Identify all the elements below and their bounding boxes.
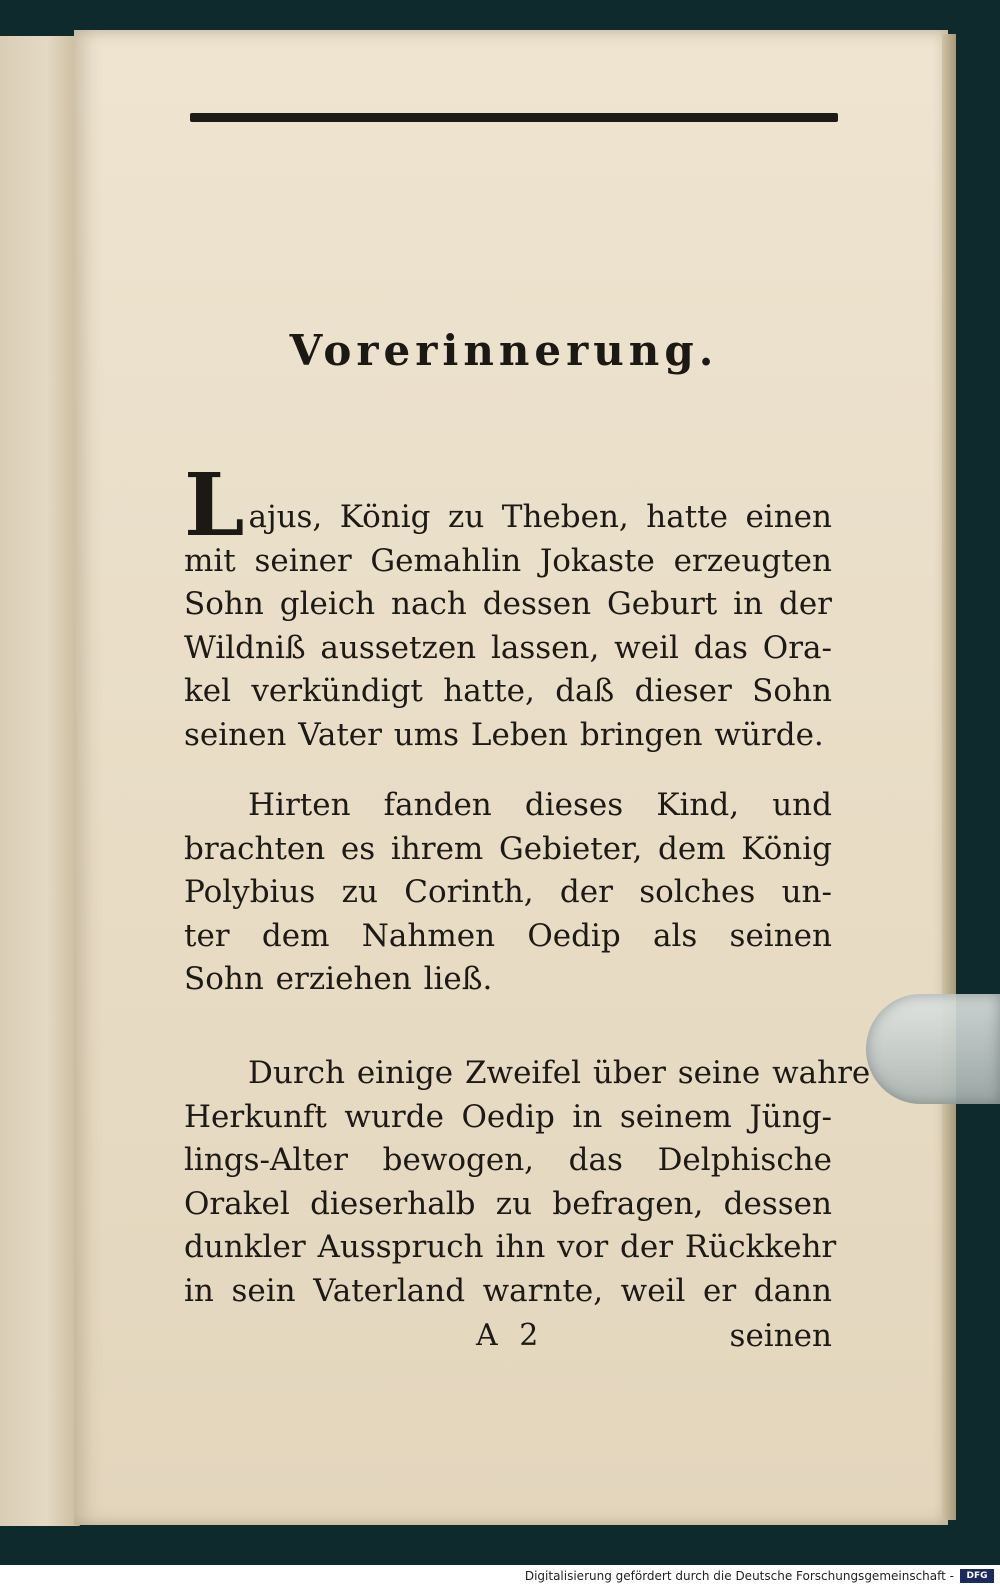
text-line: ter dem Nahmen Oedip als seinen [184, 917, 832, 954]
paragraph-3 [184, 1052, 871, 1313]
dfg-logo-icon: DFG [960, 1569, 994, 1583]
text-line: lings-Alter bewogen, das Delphische [184, 1142, 832, 1178]
text-line: dunkler Ausspruch ihn vor der Rückkehr [184, 1229, 837, 1265]
footer-bar [0, 1565, 1000, 1585]
text-line: Durch einige Zweifel über seine wahre [248, 1055, 871, 1091]
text-line: kel verkündigt hatte, daß dieser Sohn [184, 673, 832, 709]
catchword: seinen [729, 1318, 832, 1354]
page-title: Vorerinnerung. [289, 326, 719, 375]
text-line: brachten es ihrem Gebieter, dem König [184, 830, 832, 867]
drop-cap: L [184, 455, 245, 556]
text-line: Herkunft wurde Oedip in seinem Jüng- [184, 1098, 832, 1135]
text-line: in sein Vaterland warnte, weil er dann [184, 1272, 832, 1309]
paragraph-2 [184, 784, 832, 1002]
text-line: Polybius zu Corinth, der solches un- [184, 874, 832, 910]
text-line: mit seiner Gemahlin Jokaste erzeugten [184, 542, 832, 579]
text-line: Sohn erziehen ließ. [184, 961, 493, 997]
page-clip [866, 994, 1000, 1104]
text-line: Sohn gleich nach dessen Geburt in der [184, 586, 832, 622]
text-line: Orakel dieserhalb zu befragen, dessen [184, 1185, 832, 1222]
signature-mark: A 2 [476, 1318, 545, 1353]
paragraph-1 [184, 455, 832, 757]
text-line: Wildniß aussetzen lassen, weil das Ora- [184, 629, 832, 666]
page-stack-edge [942, 34, 956, 1520]
previous-page-edge [0, 36, 80, 1526]
text-line: seinen Vater ums Leben bringen würde. [184, 716, 824, 753]
footer-credit: Digitalisierung gefördert durch die Deutsche Forschungsgemeinschaft - [524, 1569, 954, 1583]
header-rule [190, 113, 838, 122]
text-line: Lajus, König zu Theben, hatte einen [184, 455, 832, 556]
text-line: Hirten fanden dieses Kind, und [248, 787, 832, 823]
